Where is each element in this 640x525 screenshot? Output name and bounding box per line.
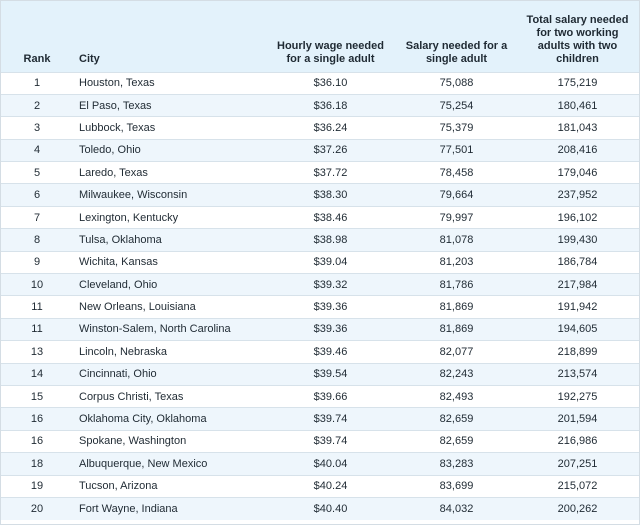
cell-hourly-wage: $38.46	[264, 206, 397, 228]
cell-rank: 9	[1, 251, 73, 273]
table-row	[1, 206, 639, 228]
table-row	[1, 385, 639, 407]
cell-rank: 13	[1, 341, 73, 363]
cell-hourly-wage: $39.46	[264, 341, 397, 363]
header-rank-text: Rank	[23, 52, 51, 65]
header-family-line-1: Total salary needed	[526, 13, 629, 26]
cell-family-salary: 237,952	[516, 184, 639, 206]
cell-city: Milwaukee, Wisconsin	[73, 184, 264, 206]
cell-family-salary: 217,984	[516, 274, 639, 296]
cell-city: Lexington, Kentucky	[73, 206, 264, 228]
cell-single-salary: 81,203	[397, 251, 516, 273]
cell-city: El Paso, Texas	[73, 94, 264, 116]
cell-rank: 16	[1, 408, 73, 430]
header-family-line-3: adults with two	[537, 39, 618, 52]
cell-rank: 18	[1, 453, 73, 475]
cell-single-salary: 75,254	[397, 94, 516, 116]
cell-family-salary: 180,461	[516, 94, 639, 116]
header-single-line-2: single adult	[425, 52, 488, 65]
cell-family-salary: 192,275	[516, 385, 639, 407]
cell-hourly-wage: $40.40	[264, 497, 397, 519]
cell-hourly-wage: $39.36	[264, 318, 397, 340]
table-row	[1, 296, 639, 318]
table-row	[1, 229, 639, 251]
header-family-line-4: children	[556, 52, 599, 65]
cell-rank: 8	[1, 229, 73, 251]
cell-city: Lubbock, Texas	[73, 117, 264, 139]
table-header	[1, 1, 639, 72]
table-row	[1, 94, 639, 116]
cell-family-salary: 200,262	[516, 497, 639, 519]
cell-rank: 3	[1, 117, 73, 139]
cell-hourly-wage: $39.36	[264, 296, 397, 318]
cell-rank: 16	[1, 430, 73, 452]
cell-single-salary: 75,088	[397, 72, 516, 94]
cell-rank: 15	[1, 385, 73, 407]
header-single-line-1: Salary needed for a	[405, 39, 508, 52]
cell-family-salary: 201,594	[516, 408, 639, 430]
cell-single-salary: 77,501	[397, 139, 516, 161]
table-body	[1, 72, 639, 520]
table-row	[1, 72, 639, 94]
table-row	[1, 117, 639, 139]
cell-city: Cincinnati, Ohio	[73, 363, 264, 385]
cell-hourly-wage: $36.24	[264, 117, 397, 139]
cell-single-salary: 82,659	[397, 430, 516, 452]
cell-hourly-wage: $40.04	[264, 453, 397, 475]
cell-family-salary: 216,986	[516, 430, 639, 452]
cell-rank: 20	[1, 497, 73, 519]
table-row	[1, 363, 639, 385]
cell-rank: 1	[1, 72, 73, 94]
cell-hourly-wage: $39.54	[264, 363, 397, 385]
cell-city: Oklahoma City, Oklahoma	[73, 408, 264, 430]
cell-family-salary: 186,784	[516, 251, 639, 273]
cell-rank: 10	[1, 274, 73, 296]
cell-hourly-wage: $39.32	[264, 274, 397, 296]
cell-single-salary: 82,493	[397, 385, 516, 407]
cell-family-salary: 199,430	[516, 229, 639, 251]
cell-city: Albuquerque, New Mexico	[73, 453, 264, 475]
cell-family-salary: 215,072	[516, 475, 639, 497]
cell-single-salary: 81,786	[397, 274, 516, 296]
cell-rank: 11	[1, 296, 73, 318]
cell-rank: 14	[1, 363, 73, 385]
cell-city: New Orleans, Louisiana	[73, 296, 264, 318]
table-row	[1, 274, 639, 296]
cell-family-salary: 207,251	[516, 453, 639, 475]
table-row	[1, 139, 639, 161]
cell-single-salary: 82,659	[397, 408, 516, 430]
cell-hourly-wage: $40.24	[264, 475, 397, 497]
cell-family-salary: 196,102	[516, 206, 639, 228]
salary-table	[1, 1, 639, 520]
cell-hourly-wage: $39.04	[264, 251, 397, 273]
cell-city: Spokane, Washington	[73, 430, 264, 452]
cell-single-salary: 83,699	[397, 475, 516, 497]
cell-city: Cleveland, Ohio	[73, 274, 264, 296]
cell-rank: 11	[1, 318, 73, 340]
cell-single-salary: 84,032	[397, 497, 516, 519]
cell-city: Fort Wayne, Indiana	[73, 497, 264, 519]
cell-hourly-wage: $38.30	[264, 184, 397, 206]
cell-hourly-wage: $36.10	[264, 72, 397, 94]
cell-rank: 4	[1, 139, 73, 161]
table-row	[1, 497, 639, 519]
cell-hourly-wage: $37.26	[264, 139, 397, 161]
table-row	[1, 430, 639, 452]
cell-family-salary: 213,574	[516, 363, 639, 385]
table-row	[1, 408, 639, 430]
header-hourly-line-2: for a single adult	[286, 52, 375, 65]
cell-city: Toledo, Ohio	[73, 139, 264, 161]
table-row	[1, 341, 639, 363]
cell-hourly-wage: $36.18	[264, 94, 397, 116]
cell-family-salary: 208,416	[516, 139, 639, 161]
column-header-rank	[1, 1, 73, 72]
column-header-hourly-wage	[264, 1, 397, 72]
cell-rank: 7	[1, 206, 73, 228]
header-row	[1, 1, 639, 72]
cell-family-salary: 175,219	[516, 72, 639, 94]
cell-rank: 6	[1, 184, 73, 206]
cell-city: Winston-Salem, North Carolina	[73, 318, 264, 340]
column-header-city	[73, 1, 264, 72]
cell-single-salary: 81,078	[397, 229, 516, 251]
cell-city: Corpus Christi, Texas	[73, 385, 264, 407]
cell-single-salary: 81,869	[397, 318, 516, 340]
cell-city: Houston, Texas	[73, 72, 264, 94]
column-header-family-salary	[516, 1, 639, 72]
cell-single-salary: 79,664	[397, 184, 516, 206]
cell-city: Wichita, Kansas	[73, 251, 264, 273]
cell-single-salary: 83,283	[397, 453, 516, 475]
cell-hourly-wage: $38.98	[264, 229, 397, 251]
table-row	[1, 453, 639, 475]
cell-city: Laredo, Texas	[73, 162, 264, 184]
cell-family-salary: 194,605	[516, 318, 639, 340]
cell-hourly-wage: $39.74	[264, 408, 397, 430]
cell-city: Tulsa, Oklahoma	[73, 229, 264, 251]
cell-family-salary: 181,043	[516, 117, 639, 139]
cell-single-salary: 78,458	[397, 162, 516, 184]
header-city-text: City	[79, 52, 100, 65]
cell-city: Lincoln, Nebraska	[73, 341, 264, 363]
cell-family-salary: 191,942	[516, 296, 639, 318]
cell-family-salary: 179,046	[516, 162, 639, 184]
cell-single-salary: 81,869	[397, 296, 516, 318]
table-row	[1, 251, 639, 273]
cell-hourly-wage: $37.72	[264, 162, 397, 184]
table-row	[1, 318, 639, 340]
table-row	[1, 184, 639, 206]
header-hourly-line-1: Hourly wage needed	[277, 39, 384, 52]
cell-hourly-wage: $39.66	[264, 385, 397, 407]
cell-single-salary: 82,243	[397, 363, 516, 385]
cell-single-salary: 79,997	[397, 206, 516, 228]
cell-single-salary: 82,077	[397, 341, 516, 363]
header-family-line-2: for two working	[536, 26, 619, 39]
cell-hourly-wage: $39.74	[264, 430, 397, 452]
cell-city: Tucson, Arizona	[73, 475, 264, 497]
cell-single-salary: 75,379	[397, 117, 516, 139]
cell-family-salary: 218,899	[516, 341, 639, 363]
column-header-single-salary	[397, 1, 516, 72]
cell-rank: 2	[1, 94, 73, 116]
cell-rank: 19	[1, 475, 73, 497]
cell-rank: 5	[1, 162, 73, 184]
table-row	[1, 475, 639, 497]
table-row	[1, 162, 639, 184]
